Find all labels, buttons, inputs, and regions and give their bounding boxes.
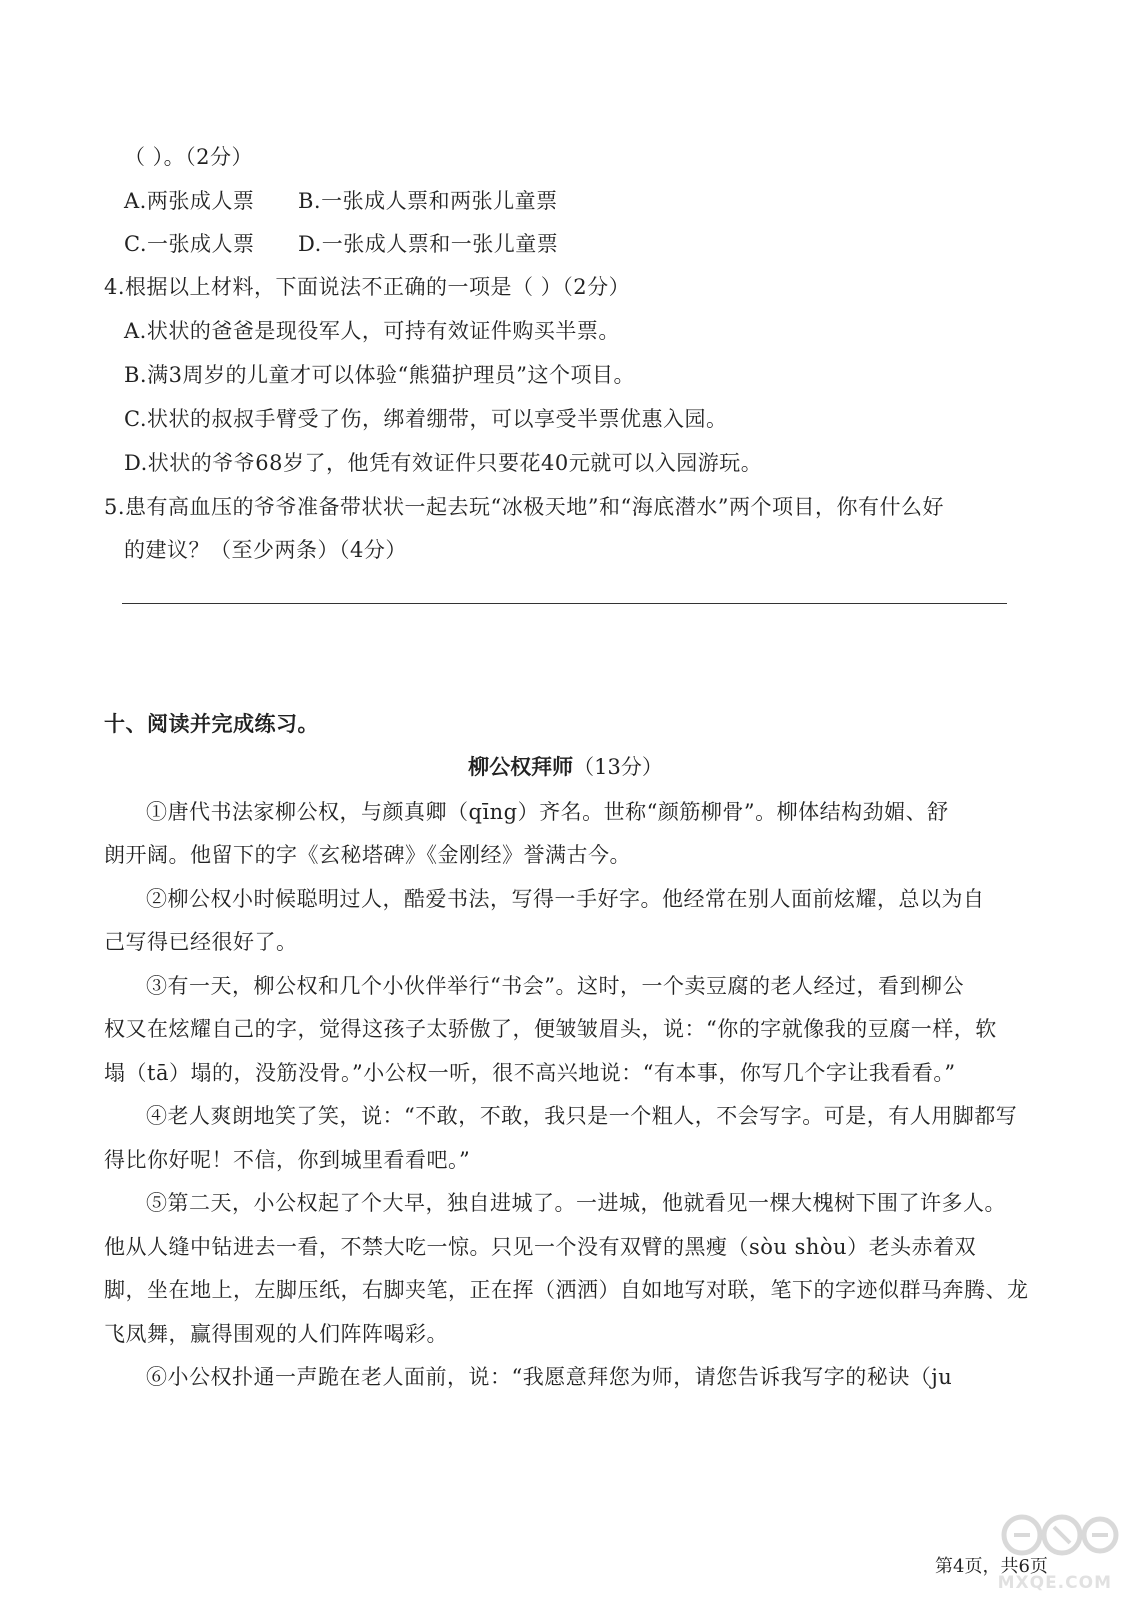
passage-line: ③有一天，柳公权和几个小伙伴举行“书会”。这时，一个卖豆腐的老人经过，看到柳公 [146,974,964,998]
passage-line: 己写得已经很好了。 [104,930,298,954]
passage-line: 得比你好呢！不信，你到城里看看吧。” [104,1148,471,1172]
passage-line: 权又在炫耀自己的字，觉得这孩子太骄傲了，便皱皱眉头，说：“你的字就像我的豆腐一样，软 [104,1017,997,1041]
watermark-logo [997,1505,1120,1595]
watermark-text: MXQE.COM [997,1573,1112,1593]
q5-stem-line2: 的建议？（至少两条）（4分） [124,538,407,562]
passage-line: ①唐代书法家柳公权，与颜真卿（qīng）齐名。世称“颜筋柳骨”。柳体结构劲媚、舒 [146,800,949,824]
passage-line: 飞凤舞，赢得围观的人们阵阵喝彩。 [104,1322,448,1346]
passage-title [0,752,1131,782]
section-heading: 十、阅读并完成练习。 [104,712,319,736]
q4-option-a: A.状状的爸爸是现役军人，可持有效证件购买半票。 [124,319,620,343]
q3-option-a: A.两张成人票 [124,189,255,213]
passage-line: ⑥小公权扑通一声跪在老人面前，说：“我愿意拜您为师，请您告诉我写字的秘诀（ju [146,1365,953,1389]
passage-title-text: 柳公权拜师 [468,755,574,779]
q4-option-d: D.状状的爷爷68岁了，他凭有效证件只要花40元就可以入园游玩。 [124,451,763,475]
passage-line: 他从人缝中钻进去一看，不禁大吃一惊。只见一个没有双臂的黑瘦（sòu shòu）老头赤着双 [104,1235,977,1259]
passage-line: 塌（tā）塌的，没筋没骨。”小公权一听，很不高兴地说：“有本事，你写几个字让我看看。” [104,1061,956,1085]
passage-line: 脚，坐在地上，左脚压纸，右脚夹笔，正在挥（洒洒）自如地写对联，笔下的字迹似群马奔腾、龙 [104,1278,1029,1302]
q4-stem: 4.根据以上材料，下面说法不正确的一项是（ ）（2分） [104,275,631,299]
passage-score: （13分） [573,755,663,779]
q5-stem-line1: 5.患有高血压的爷爷准备带状状一起去玩“冰极天地”和“海底潜水”两个项目，你有什么好 [104,495,944,519]
q3-stem-tail: （ ）。（2分） [124,145,254,169]
q4-option-b: B.满3周岁的儿童才可以体验“熊猫护理员”这个项目。 [124,363,635,387]
q3-option-c: C.一张成人票 [124,232,255,256]
q3-option-d: D.一张成人票和一张儿童票 [298,232,559,256]
answer-line[interactable] [122,603,1007,604]
passage-line: ⑤第二天，小公权起了个大早，独自进城了。一进城，他就看见一棵大槐树下围了许多人。 [146,1191,1006,1215]
q3-option-b: B.一张成人票和两张儿童票 [298,189,558,213]
passage-line: ②柳公权小时候聪明过人，酷爱书法，写得一手好字。他经常在别人面前炫耀，总以为自 [146,887,985,911]
q4-option-c: C.状状的叔叔手臂受了伤，绑着绷带，可以享受半票优惠入园。 [124,407,728,431]
passage-line: 朗开阔。他留下的字《玄秘塔碑》《金刚经》誉满古今。 [104,843,631,867]
page-number: 第4页，共6页 [935,1556,1048,1577]
passage-line: ④老人爽朗地笑了笑，说：“不敢，不敢，我只是一个粗人，不会写字。可是，有人用脚都写 [146,1104,1018,1128]
